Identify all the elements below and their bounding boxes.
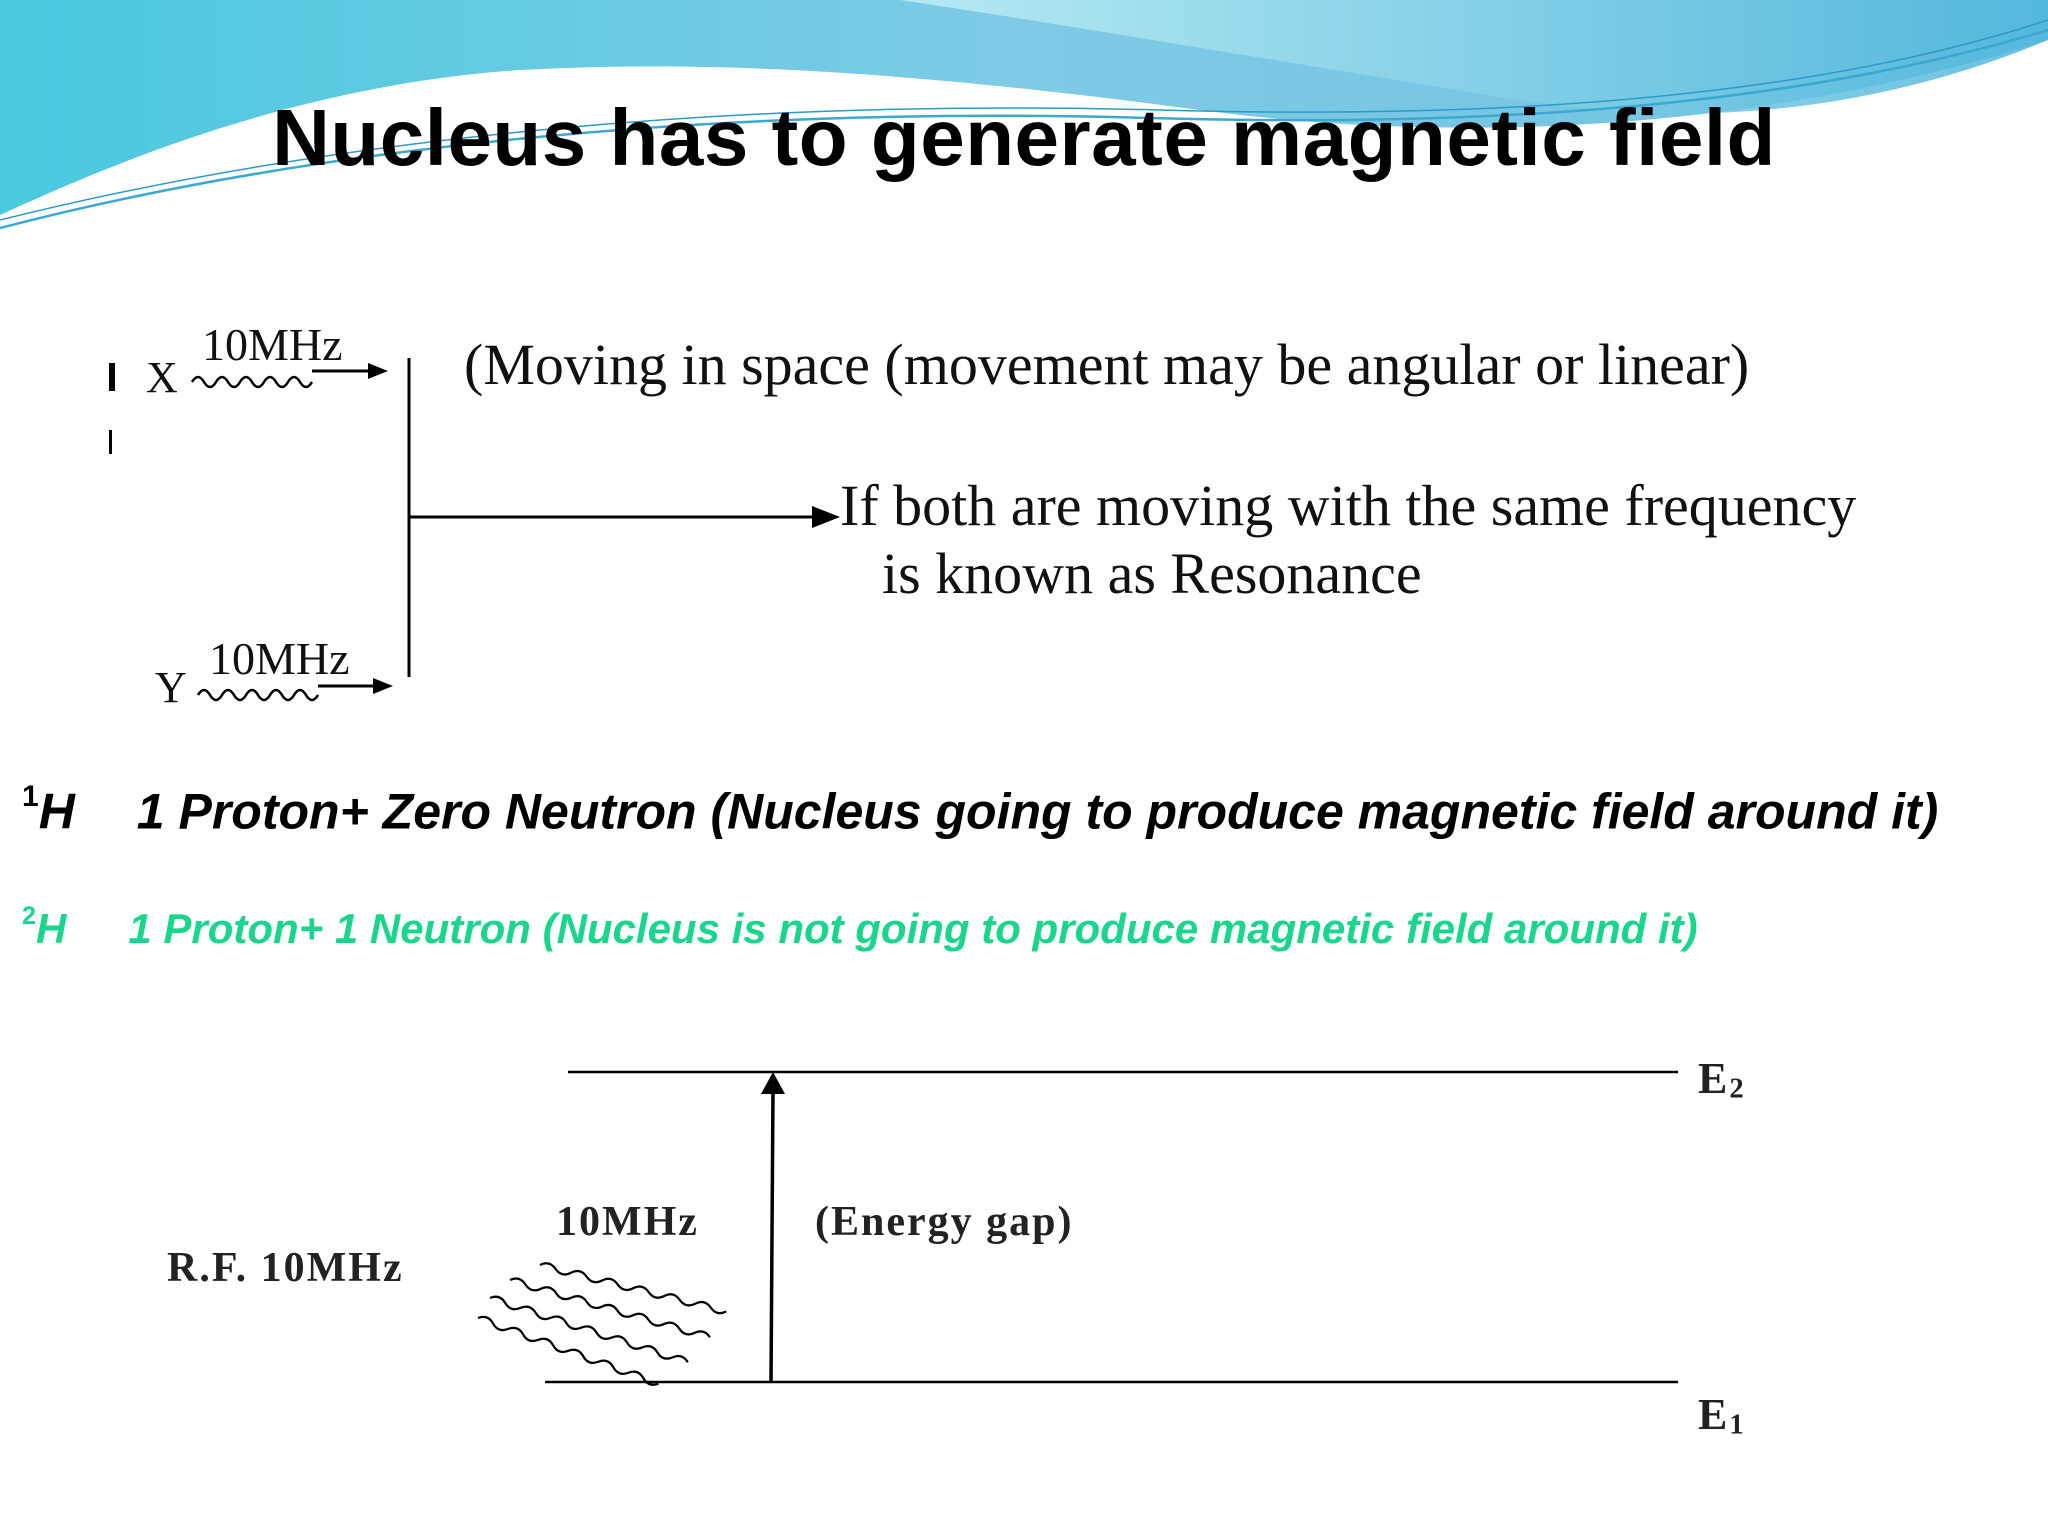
x-arrowhead (368, 363, 388, 379)
lower-level-label (1698, 1389, 1746, 1441)
isotope-superscript: 1 (22, 780, 39, 813)
transition-frequency-label: 10MHz (556, 1199, 699, 1245)
upper-level-label (1698, 1053, 1746, 1105)
y-arrowhead (373, 678, 393, 694)
resonance-arrowhead (812, 506, 840, 528)
isotope-symbol: H (36, 904, 67, 952)
y-frequency-label: 10MHz (209, 633, 350, 684)
isotope-description: 1 Proton+ 1 Neutron (Nucleus is not going to produce magnetic field around it) (128, 904, 1698, 952)
marker-bar (109, 363, 115, 391)
energy-gap-label: (Energy gap) (815, 1199, 1074, 1245)
x-label: X (146, 353, 178, 402)
rf-label: R.F. 10MHz (167, 1245, 404, 1291)
resonance-line-1: If both are moving with the same frequency (840, 473, 1857, 538)
y-label: Y (155, 663, 187, 712)
isotope-symbol: H (38, 783, 75, 840)
slide-title: Nucleus has to generate magnetic field (272, 93, 1776, 182)
x-frequency-label: 10MHz (202, 319, 343, 370)
x-wave (192, 377, 312, 387)
level-letter: E (1698, 1054, 1730, 1103)
moving-note: (Moving in space (movement may be angular or linear) (464, 332, 1750, 397)
level-subscript: 1 (1729, 1409, 1746, 1441)
rf-waves (477, 1262, 727, 1387)
isotope-superscript: 2 (22, 902, 37, 930)
level-subscript: 2 (1729, 1073, 1746, 1105)
y-wave (198, 690, 318, 700)
isotope-description: 1 Proton+ Zero Neutron (Nucleus going to produce magnetic field around it) (136, 783, 1939, 840)
transition-arrow-line (771, 1090, 773, 1382)
nucleus-1h-row (22, 780, 1938, 841)
marker-bar-thin (109, 430, 112, 454)
resonance-line-2: is known as Resonance (882, 541, 1422, 606)
level-letter: E (1698, 1390, 1730, 1439)
nucleus-2h-row (22, 902, 1698, 953)
transition-arrowhead (761, 1072, 785, 1094)
